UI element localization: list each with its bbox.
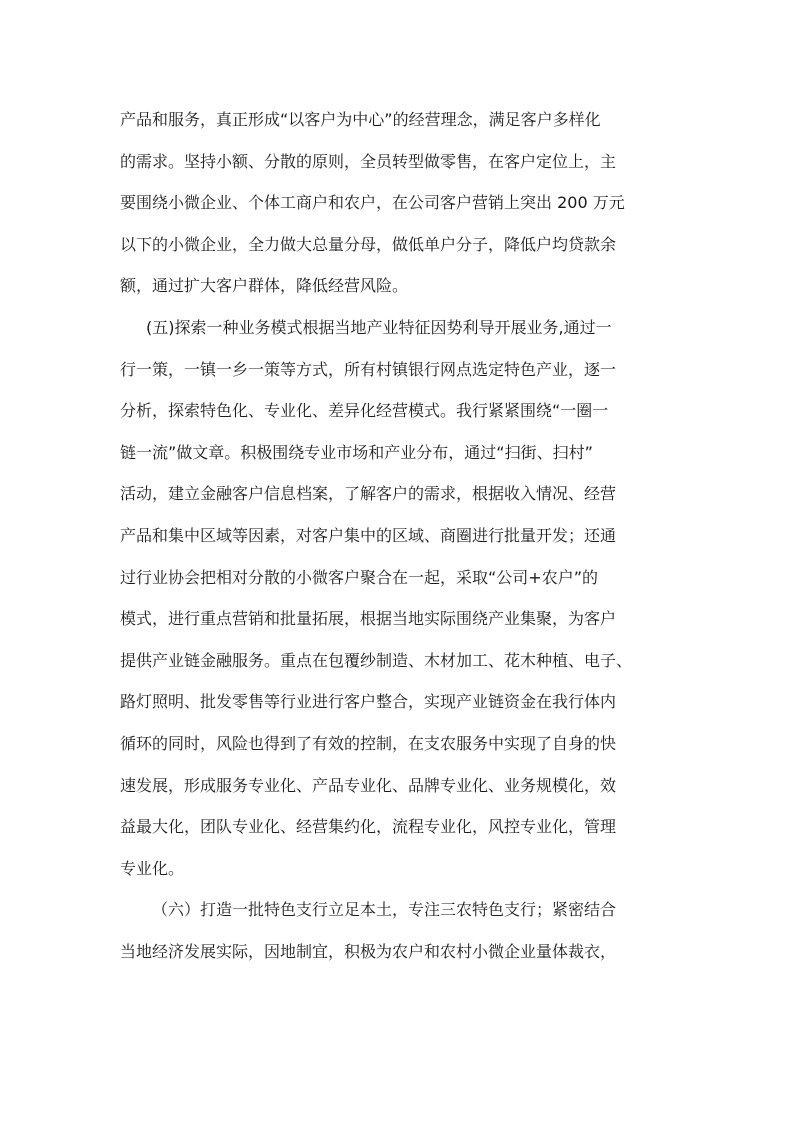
text-line: 额，通过扩大客户群体，降低经营风险。 xyxy=(120,276,409,296)
text-line: 模式，进行重点营销和批量拓展，根据当地实际围绕产业集聚，为客户 xyxy=(120,609,617,629)
text-line: 专业化。 xyxy=(120,858,185,878)
text-line: 行一策，一镇一乡一策等方式，所有村镇银行网点选定特色产业，逐一 xyxy=(120,359,617,379)
text-line: 速发展，形成服务专业化、产品专业化、品牌专业化、业务规模化，效 xyxy=(120,775,617,795)
text-line: 益最大化，团队专业化、经营集约化，流程专业化，风控专业化，管理 xyxy=(120,817,617,837)
text-line: 产品和服务，真正形成“以客户为中心”的经营理念，满足客户多样化 xyxy=(120,110,601,129)
text-line: 提供产业链金融服务。重点在包覆纱制造、木材加工、花木种植、电子、 xyxy=(120,650,633,670)
text-line: 分析，探索特色化、专业化、差异化经营模式。我行紧紧围绕“一圈一 xyxy=(120,401,609,421)
body-text xyxy=(120,99,676,972)
section-heading-line: (五)探索一种业务模式根据当地产业特征因势利导开展业务,通过一 xyxy=(146,317,612,337)
text-line: 当地经济发展实际，因地制宜，积极为农户和农村小微企业量体裁衣， xyxy=(120,941,617,961)
text-line: 要围绕小微企业、个体工商户和农户，在公司客户营销上突出 200 万元 xyxy=(120,193,625,213)
text-line: 以下的小微企业，全力做大总量分母，做低单户分子，降低户均贷款余 xyxy=(120,234,617,254)
text-line: 路灯照明、批发零售等行业进行客户整合，实现产业链资金在我行体内 xyxy=(120,692,617,712)
section-heading-line: （六）打造一批特色支行立足本土，专注三农特色支行；紧密结合 xyxy=(152,900,617,920)
text-line: 产品和集中区域等因素，对客户集中的区域、商圈进行批量开发；还通 xyxy=(120,525,617,545)
text-line: 循环的同时，风险也得到了有效的控制，在支农服务中实现了自身的快 xyxy=(120,733,617,753)
text-line: 活动，建立金融客户信息档案，了解客户的需求，根据收入情况、经营 xyxy=(120,484,617,504)
text-line: 过行业协会把相对分散的小微客户聚合在一起，采取“公司+农户”的 xyxy=(120,567,598,587)
text-line: 链一流”做文章。积极围绕专业市场和产业分布，通过“扫街、扫村” xyxy=(120,442,593,462)
text-line: 的需求。坚持小额、分散的原则，全员转型做零售，在客户定位上，主 xyxy=(120,151,617,171)
